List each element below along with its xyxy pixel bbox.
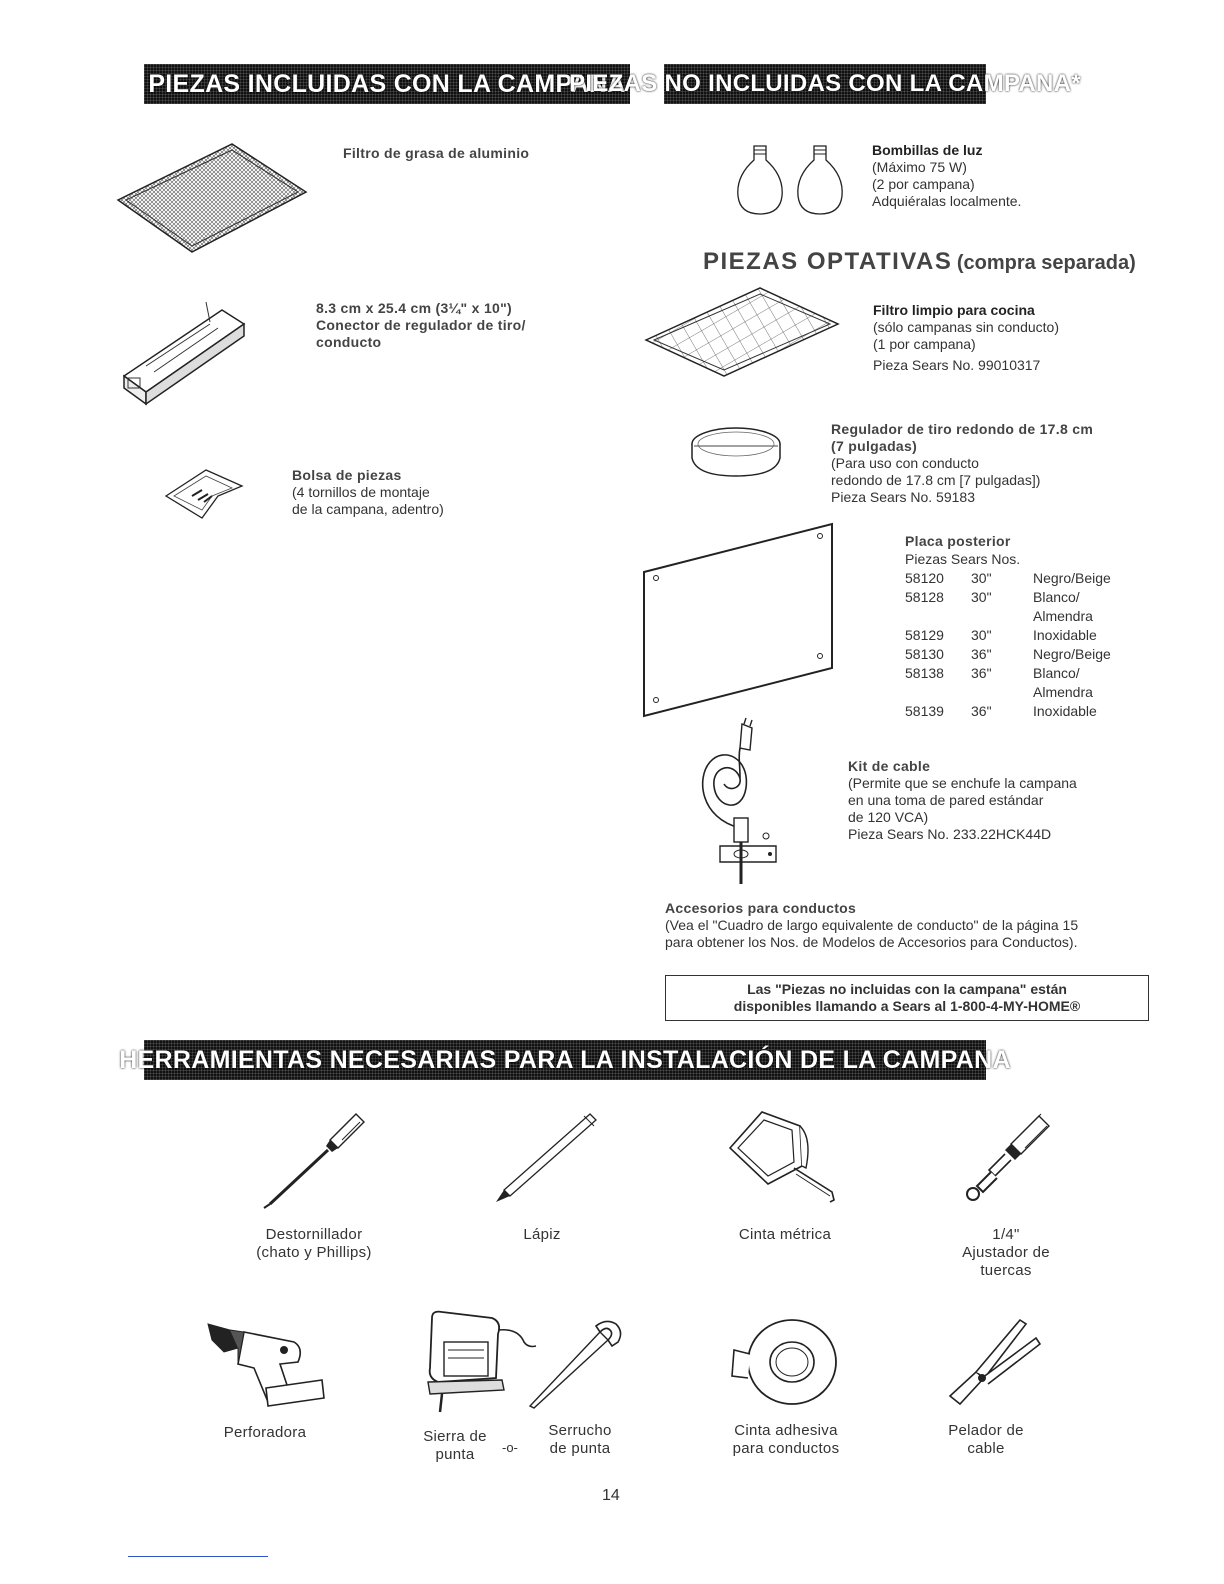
back-plate-illustration xyxy=(640,520,840,720)
round-damper-illustration xyxy=(688,424,784,484)
back-plate-row xyxy=(905,588,1111,607)
parts-bag-name: Bolsa de piezas xyxy=(292,467,402,483)
duct-connector-label xyxy=(316,300,526,351)
screwdriver-icon xyxy=(260,1110,370,1210)
pencil-icon xyxy=(494,1112,598,1204)
back-plate-num xyxy=(905,683,971,702)
nut-driver-caption xyxy=(936,1226,1076,1280)
parts-bag-label xyxy=(292,467,444,518)
back-plate-desc: Negro/Beige xyxy=(1033,570,1111,586)
duct-tape-caption xyxy=(704,1422,868,1458)
back-plate-row xyxy=(905,569,1111,588)
duct-accessories-line1: (Vea el "Cuadro de largo equivalente de conducto" de la página 15 xyxy=(665,917,1079,933)
nut-driver-caption-line2: Ajustador de xyxy=(962,1244,1050,1261)
drill-caption-line1: Perforadora xyxy=(223,1424,307,1441)
back-plate-size: 30" xyxy=(971,627,992,643)
cable-kit-name: Kit de cable xyxy=(848,758,931,774)
back-plate-row xyxy=(905,626,1111,645)
back-plate-desc: Almendra xyxy=(1033,608,1093,624)
grease-filter-label: Filtro de grasa de aluminio xyxy=(343,145,530,161)
optional-parts-heading xyxy=(703,248,1136,276)
back-plate-size: 36" xyxy=(971,646,992,662)
parts-bag-desc-line2: de la campana, adentro) xyxy=(292,501,444,517)
banner-included-text: PIEZAS INCLUIDAS CON LA CAMPANA xyxy=(148,69,626,98)
notice-line1: Las "Piezas no incluidas con la campana" están xyxy=(747,981,1067,997)
duct-tape-icon xyxy=(730,1314,840,1410)
availability-notice xyxy=(665,975,1149,1021)
nut-driver-icon xyxy=(955,1108,1055,1208)
jigsaw-caption xyxy=(410,1428,500,1464)
light-bulbs-line1: (Máximo 75 W) xyxy=(872,159,967,175)
optional-heading-suffix: (compra separada) xyxy=(956,252,1136,274)
light-bulbs-name: Bombillas de luz xyxy=(872,142,983,158)
cable-kit-line3: de 120 VCA) xyxy=(848,809,929,825)
duct-accessories-name: Accesorios para conductos xyxy=(665,900,857,916)
back-plate-num: 58129 xyxy=(905,627,944,643)
pencil-caption-line1: Lápiz xyxy=(523,1226,561,1243)
wire-stripper-caption-line2: cable xyxy=(967,1440,1005,1457)
tape-measure-caption-line1: Cinta métrica xyxy=(738,1226,832,1243)
back-plate-num: 58139 xyxy=(905,703,944,719)
screwdriver-caption-line2: (chato y Phillips) xyxy=(256,1244,372,1261)
screwdriver-caption xyxy=(214,1226,414,1262)
back-plate-desc: Almendra xyxy=(1033,684,1093,700)
nut-driver-caption-line3: tuercas xyxy=(980,1262,1032,1279)
nut-driver-caption-line1: 1/4" xyxy=(992,1226,1020,1243)
or-separator: -o- xyxy=(502,1440,518,1455)
banner-not-included-text: PIEZAS NO INCLUIDAS CON LA CAMPANA* xyxy=(569,70,1081,97)
back-plate-num: 58130 xyxy=(905,646,944,662)
back-plate-size: 36" xyxy=(971,665,992,681)
keyhole-saw-caption xyxy=(530,1422,630,1458)
back-plate-size: 30" xyxy=(971,570,992,586)
back-plate-desc: Negro/Beige xyxy=(1033,646,1111,662)
light-bulbs-line2: (2 por campana) xyxy=(872,176,975,192)
back-plate-size xyxy=(971,683,1033,702)
clean-filter-illustration xyxy=(642,284,842,380)
back-plate-num xyxy=(905,607,971,626)
parts-bag-illustration xyxy=(162,466,246,522)
back-plate-row xyxy=(905,664,1111,683)
page-number: 14 xyxy=(602,1487,620,1504)
jigsaw-caption-line2: punta xyxy=(435,1446,475,1463)
back-plate-desc: Blanco/ xyxy=(1033,665,1080,681)
grease-filter-illustration xyxy=(110,140,310,260)
clean-filter-line1: (sólo campanas sin conducto) xyxy=(873,319,1059,335)
round-damper-label xyxy=(831,421,1093,506)
jigsaw-icon xyxy=(418,1308,538,1418)
duct-tape-caption-line1: Cinta adhesiva xyxy=(734,1422,838,1439)
round-damper-line2: redondo de 17.8 cm [7 pulgadas]) xyxy=(831,472,1041,488)
duct-connector-name-line2: conducto xyxy=(316,334,382,350)
back-plate-row xyxy=(905,702,1111,721)
banner-tools-text: HERRAMIENTAS NECESARIAS PARA LA INSTALACIÓN DE LA CAMPANA xyxy=(119,1045,1011,1074)
back-plate-row xyxy=(905,645,1111,664)
back-plate-name: Placa posterior xyxy=(905,533,1011,549)
wire-stripper-caption xyxy=(926,1422,1046,1458)
back-plate-table xyxy=(905,569,1111,721)
clean-filter-name: Filtro limpio para cocina xyxy=(873,302,1035,318)
back-plate-num: 58138 xyxy=(905,665,944,681)
back-plate-desc: Inoxidable xyxy=(1033,703,1097,719)
optional-heading-main: PIEZAS OPTATIVAS xyxy=(703,248,953,275)
round-damper-line3: Pieza Sears No. 59183 xyxy=(831,489,975,505)
banner-not-included xyxy=(569,64,1081,104)
screwdriver-caption-line1: Destornillador xyxy=(265,1226,363,1243)
light-bulbs-label xyxy=(872,142,1021,210)
cable-kit-line4: Pieza Sears No. 233.22HCK44D xyxy=(848,826,1052,842)
keyhole-saw-icon xyxy=(528,1316,628,1412)
banner-included xyxy=(144,64,630,104)
tape-measure-caption xyxy=(700,1226,870,1244)
back-plate-size: 30" xyxy=(971,589,992,605)
notice-line2: disponibles llamando a Sears al 1-800-4-MY-HOME® xyxy=(733,998,1081,1014)
duct-tape-caption-line2: para conductos xyxy=(732,1440,840,1457)
back-plate-size xyxy=(971,607,1033,626)
back-plate-num: 58120 xyxy=(905,570,944,586)
back-plate-num: 58128 xyxy=(905,589,944,605)
round-damper-name-line1: Regulador de tiro redondo de 17.8 cm xyxy=(831,421,1094,437)
wire-stripper-icon xyxy=(946,1316,1046,1412)
back-plate-label xyxy=(905,533,1111,721)
parts-bag-desc-line1: (4 tornillos de montaje xyxy=(292,484,430,500)
footer-rule xyxy=(128,1556,268,1557)
duct-connector-illustration xyxy=(118,296,258,411)
clean-filter-label xyxy=(873,302,1059,374)
drill-caption xyxy=(195,1424,335,1442)
round-damper-name-line2: (7 pulgadas) xyxy=(831,438,918,454)
back-plate-desc: Inoxidable xyxy=(1033,627,1097,643)
back-plate-row xyxy=(905,683,1111,702)
tape-measure-icon xyxy=(722,1108,842,1204)
back-plate-size: 36" xyxy=(971,703,992,719)
back-plate-desc: Blanco/ xyxy=(1033,589,1080,605)
clean-filter-line3: Pieza Sears No. 99010317 xyxy=(873,357,1041,373)
back-plate-row xyxy=(905,607,1111,626)
duct-connector-size: 8.3 cm x 25.4 cm (3¼" x 10") xyxy=(316,300,513,316)
cable-kit-illustration xyxy=(690,718,790,886)
keyhole-saw-caption-line1: Serrucho xyxy=(548,1422,612,1439)
banner-tools xyxy=(119,1040,1011,1080)
back-plate-subtitle: Piezas Sears Nos. xyxy=(905,551,1021,567)
light-bulbs-illustration xyxy=(730,142,850,218)
round-damper-line1: (Para uso con conducto xyxy=(831,455,979,471)
duct-connector-name-line1: Conector de regulador de tiro/ xyxy=(316,317,526,333)
drill-icon xyxy=(204,1318,328,1410)
light-bulbs-line3: Adquiéralas localmente. xyxy=(872,193,1022,209)
duct-accessories xyxy=(665,900,1078,951)
cable-kit-line1: (Permite que se enchufe la campana xyxy=(848,775,1077,791)
jigsaw-caption-line1: Sierra de xyxy=(423,1428,487,1445)
cable-kit-label xyxy=(848,758,1077,843)
pencil-caption xyxy=(482,1226,602,1244)
wire-stripper-caption-line1: Pelador de xyxy=(948,1422,1024,1439)
duct-accessories-line2: para obtener los Nos. de Modelos de Accesorios para Conductos). xyxy=(665,934,1078,950)
cable-kit-line2: en una toma de pared estándar xyxy=(848,792,1044,808)
keyhole-saw-caption-line2: de punta xyxy=(549,1440,611,1457)
clean-filter-line2: (1 por campana) xyxy=(873,336,976,352)
